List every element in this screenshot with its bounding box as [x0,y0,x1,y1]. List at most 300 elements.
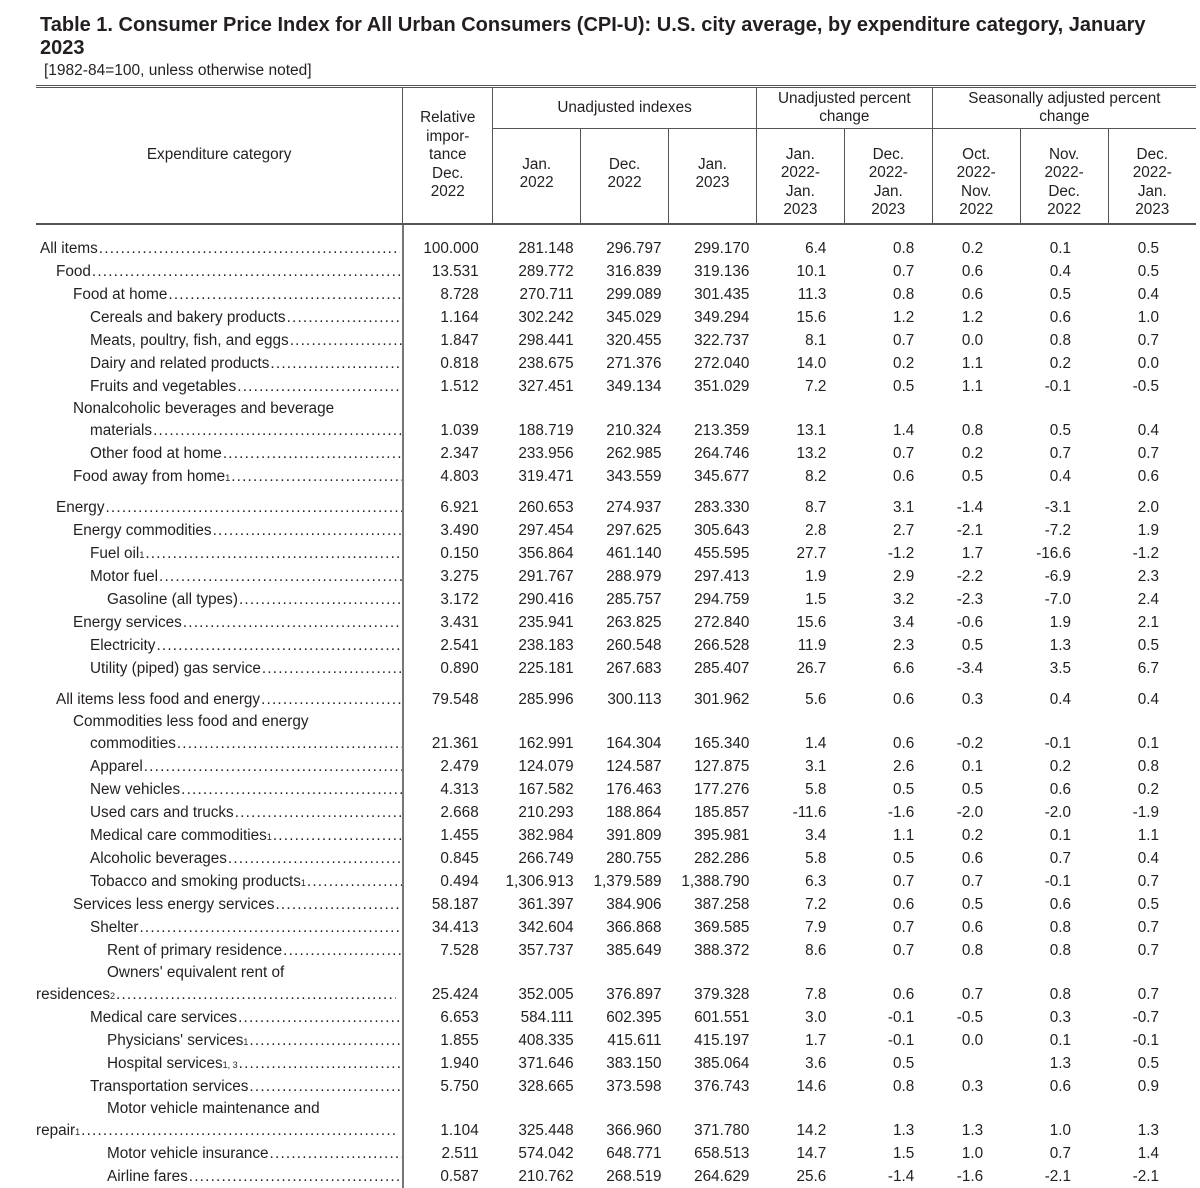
category-wrap [36,939,403,962]
empty-cell [403,711,493,732]
header-line: 2022 [519,174,554,192]
seasonal-pct-dec-jan-cell: 2.1 [1137,613,1159,631]
table-row [36,732,1196,755]
seasonal-pct-nov-dec-cell: 0.8 [1049,918,1072,936]
header-pc-12-month [756,129,844,223]
seasonal-pct-dec-jan-cell: -0.7 [1132,1008,1159,1026]
category-label: repair [36,1121,76,1139]
unadjusted-pct-12-month-cell: -11.6 [792,803,827,821]
header-line: Seasonally adjusted percent [968,89,1161,107]
unadjusted-pct-12-month-cell: 2.8 [805,521,827,539]
spacer-cell [403,224,493,237]
category-label: Energy services [73,613,182,631]
index-dec-2022-cell: 188.864 [606,803,662,821]
spacer-cell [932,224,1020,237]
category-label: Fruits and vegetables [90,377,237,395]
leader-dots [274,893,402,916]
unadjusted-pct-12-month-cell: 13.2 [796,444,827,462]
table-row [36,375,1196,398]
seasonal-pct-oct-nov-cell: 0.5 [961,467,984,485]
unadjusted-pct-1-month-cell: -0.1 [887,1008,915,1026]
spacer-cell [403,488,493,496]
index-dec-2022-cell: 366.960 [606,1121,662,1139]
unadjusted-pct-12-month-cell: 1.4 [805,734,827,752]
leader-dots [143,755,403,778]
leader-dots [261,657,403,680]
spacer-cell [932,680,1020,688]
category-wrap [36,755,403,778]
header-line: Dec. [872,145,905,163]
header-line: Dec. [608,155,641,173]
index-jan-2023-cell: 272.040 [694,354,750,372]
seasonal-pct-nov-dec-cell: 0.6 [1049,780,1072,798]
category-cell [36,688,403,711]
seasonal-pct-nov-dec-cell: 0.5 [1049,285,1072,303]
index-jan-2022-cell: 327.451 [518,377,574,395]
index-dec-2022-cell: 343.559 [606,467,662,485]
header-sa-nov-dec [1020,129,1108,223]
seasonal-pct-dec-jan-cell: 2.0 [1137,498,1159,516]
index-jan-2023-cell: 369.585 [694,918,750,936]
table-header [36,87,1196,224]
seasonal-pct-nov-dec-cell: 0.4 [1049,467,1072,485]
category-cell [36,1142,403,1165]
category-wrap [36,847,403,870]
seasonal-pct-oct-nov-cell: -2.3 [956,590,984,608]
empty-cell [756,962,844,983]
empty-cell [403,962,493,983]
table-row [36,870,1196,893]
unadjusted-pct-1-month-cell: 6.6 [892,659,915,677]
header-line: impor- [426,127,470,145]
seasonal-pct-nov-dec-cell: -0.1 [1044,872,1072,890]
category-label: Dairy and related products [90,354,270,372]
seasonal-pct-nov-dec-cell: 3.5 [1049,659,1072,677]
empty-cell [669,1098,757,1119]
header-line: change [819,108,870,125]
table-row [36,824,1196,847]
seasonal-pct-nov-dec-cell: -16.6 [1036,544,1072,562]
table-body [36,224,1196,1188]
unadjusted-pct-1-month-cell: 2.3 [892,636,915,654]
seasonal-pct-oct-nov-cell: 0.3 [961,690,984,708]
relative-importance-cell: 6.921 [440,498,479,516]
unadjusted-pct-1-month-cell: -0.1 [887,1031,915,1049]
index-jan-2023-cell: 387.258 [694,895,750,913]
category-label: Alcoholic beverages [90,849,227,867]
unadjusted-pct-1-month-cell: 2.6 [892,757,915,775]
seasonal-pct-dec-jan-cell: -0.5 [1132,377,1159,395]
seasonal-pct-oct-nov-cell: 0.7 [961,872,984,890]
category-cell [36,329,403,352]
empty-cell [1020,398,1108,419]
index-dec-2022-cell: 262.985 [606,444,662,462]
seasonal-pct-oct-nov-cell: 0.3 [961,1077,984,1095]
category-cell [36,398,403,419]
seasonal-pct-nov-dec-cell: 1.0 [1049,1121,1072,1139]
index-dec-2022-cell: 376.897 [606,985,662,1003]
index-jan-2022-cell: 290.416 [518,590,574,608]
category-label: Food at home [73,285,168,303]
unadjusted-pct-12-month-cell: 26.7 [796,659,827,677]
seasonal-pct-dec-jan-cell: 1.3 [1137,1121,1159,1139]
index-jan-2022-cell: 319.471 [518,467,574,485]
index-jan-2023-cell: 299.170 [694,239,750,257]
relative-importance-cell: 3.431 [440,613,479,631]
index-jan-2022-cell: 352.005 [518,985,574,1003]
row-spacer [36,488,1196,496]
seasonal-pct-dec-jan-cell: -1.2 [1132,544,1159,562]
index-jan-2022-cell: 328.665 [518,1077,574,1095]
index-jan-2022-cell: 266.749 [518,849,574,867]
index-jan-2022-cell: 382.984 [518,826,574,844]
header-pc-1-month [844,129,932,223]
leader-dots [115,983,396,1006]
seasonal-pct-dec-jan-cell: 1.9 [1137,521,1159,539]
unadjusted-pct-1-month-cell: 0.5 [892,377,915,395]
relative-importance-cell: 2.511 [441,1144,479,1162]
unadjusted-pct-1-month-cell: 1.5 [892,1144,915,1162]
seasonal-pct-nov-dec-cell: -7.2 [1044,521,1072,539]
index-jan-2022-cell: 356.864 [518,544,574,562]
category-cell [36,801,403,824]
seasonal-pct-oct-nov-cell: 0.6 [961,285,984,303]
seasonal-pct-dec-jan-cell: 0.5 [1137,1054,1159,1072]
index-dec-2022-cell: 176.463 [606,780,662,798]
index-jan-2023-cell: 379.328 [694,985,750,1003]
header-sa-oct-nov [932,129,1020,223]
seasonal-pct-dec-jan-cell: 0.4 [1137,690,1159,708]
unadjusted-pct-12-month-cell: 15.6 [796,308,827,326]
category-label: Rent of primary residence [107,941,283,959]
relative-importance-cell: 100.000 [423,239,479,257]
category-wrap [36,519,403,542]
relative-importance-cell: 8.728 [440,285,479,303]
header-line: 2022 [1047,201,1082,218]
leader-dots [212,519,403,542]
header-line: Jan. [522,155,552,173]
leader-dots [282,939,403,962]
table-row [36,519,1196,542]
category-wrap [36,916,403,939]
table-row [36,688,1196,711]
relative-importance-cell: 0.845 [440,849,479,867]
category-label: New vehicles [90,780,181,798]
category-label: Food away from home [73,467,226,485]
category-wrap: Hospital services 1, 3 ..... [36,1052,403,1075]
seasonal-pct-nov-dec-cell: 0.2 [1049,354,1072,372]
leader-dots [188,1165,403,1188]
category-cell [36,916,403,939]
table-row [36,442,1196,465]
header-line: change [1039,108,1090,125]
empty-cell [493,711,581,732]
seasonal-pct-oct-nov-cell: 1.1 [961,354,984,372]
index-dec-2022-cell: 299.089 [606,285,662,303]
category-cell [36,519,403,542]
relative-importance-cell: 1.455 [440,826,479,844]
seasonal-pct-oct-nov-cell: -0.6 [956,613,984,631]
empty-cell [581,1098,669,1119]
index-jan-2023-cell: 266.528 [694,636,750,654]
table-row [36,893,1196,916]
category-cell [36,1119,403,1142]
leader-dots [222,442,403,465]
spacer-cell [1020,488,1108,496]
empty-cell [581,711,669,732]
header-line: Nov. [961,182,992,200]
empty-cell [1108,398,1196,419]
unadjusted-pct-12-month-cell: 14.2 [796,1121,827,1139]
unadjusted-pct-12-month-cell: 8.6 [805,941,827,959]
index-jan-2022-cell: 188.719 [518,421,574,439]
index-dec-2022-cell: 320.455 [606,331,662,349]
seasonal-pct-nov-dec-cell: 0.6 [1049,308,1072,326]
seasonal-pct-nov-dec-cell: -3.1 [1044,498,1072,516]
seasonal-pct-dec-jan-cell: -0.1 [1132,1031,1159,1049]
leader-dots [227,847,403,870]
category-wrap [36,634,403,657]
category-label: Fuel oil [90,544,140,562]
relative-importance-cell: 25.424 [431,985,479,1003]
index-jan-2022-cell: 1,306.913 [505,872,574,890]
table-row [36,847,1196,870]
category-cell [36,1075,403,1098]
table-row [36,939,1196,962]
seasonal-pct-nov-dec-cell: 0.8 [1049,941,1072,959]
unadjusted-pct-1-month-cell: 0.7 [892,331,915,349]
table-row [36,657,1196,680]
index-jan-2023-cell: 322.737 [694,331,750,349]
index-jan-2023-cell: 349.294 [694,308,750,326]
seasonal-pct-dec-jan-cell: 0.7 [1137,918,1159,936]
seasonal-pct-nov-dec-cell: 0.1 [1049,1031,1072,1049]
leader-dots [306,870,403,893]
unadjusted-pct-12-month-cell: 1.9 [805,567,827,585]
relative-importance-cell: 3.490 [440,521,479,539]
seasonal-pct-nov-dec-cell: -7.0 [1044,590,1072,608]
index-dec-2022-cell: 349.134 [606,377,662,395]
spacer-cell [756,224,844,237]
empty-cell [1108,711,1196,732]
unadjusted-pct-12-month-cell: 25.6 [796,1167,827,1185]
relative-importance-cell: 0.494 [440,872,479,890]
empty-cell [669,962,757,983]
category-label: Used cars and trucks [90,803,234,821]
seasonal-pct-nov-dec-cell: 0.5 [1049,421,1072,439]
category-label: Airline fares [107,1167,188,1185]
seasonal-pct-oct-nov-cell: 1.2 [961,308,984,326]
seasonal-pct-dec-jan-cell: 0.5 [1137,895,1159,913]
category-label: Transportation services [90,1077,249,1095]
table-row [36,801,1196,824]
table-row-label-continuation [36,398,1196,419]
index-dec-2022-cell: 296.797 [606,239,662,257]
empty-cell [403,1098,493,1119]
index-jan-2022-cell: 285.996 [518,690,574,708]
category-label: Gasoline (all types) [107,590,238,608]
category-cell [36,711,403,732]
empty-cell [932,398,1020,419]
relative-importance-cell: 1.847 [440,331,479,349]
spacer-cell [844,224,932,237]
seasonal-pct-oct-nov-cell: 0.6 [961,262,984,280]
index-jan-2023-cell: 282.286 [694,849,750,867]
leader-dots [248,1029,402,1052]
leader-dots [238,1052,403,1075]
unadjusted-pct-1-month-cell: 0.6 [892,467,915,485]
table-row [36,260,1196,283]
index-jan-2022-cell: 260.653 [518,498,574,516]
seasonal-pct-oct-nov-cell: 0.0 [961,1031,984,1049]
unadjusted-pct-12-month-cell: 3.6 [805,1054,827,1072]
seasonal-pct-oct-nov-cell: 0.1 [961,757,984,775]
seasonal-pct-oct-nov-cell [932,1052,1020,1075]
leader-dots [272,824,403,847]
category-label-prefix: Owners' equivalent rent of [107,963,285,981]
header-line: Dec. [432,164,464,182]
index-jan-2022-cell: 233.956 [518,444,574,462]
leader-dots [182,611,403,634]
unadjusted-pct-12-month-cell: 14.7 [796,1144,827,1162]
empty-cell [581,398,669,419]
seasonal-pct-oct-nov-cell: 0.6 [961,849,984,867]
header-group-seasonally-adjusted-percent-change [932,87,1196,129]
relative-importance-cell: 1.855 [440,1031,479,1049]
category-cell [36,1006,403,1029]
index-jan-2022-cell: 408.335 [518,1031,574,1049]
category-wrap [36,496,403,519]
category-label: Energy commodities [73,521,212,539]
category-wrap [36,306,403,329]
index-jan-2022-cell: 225.181 [518,659,574,677]
index-jan-2023-cell: 388.372 [694,941,750,959]
category-cell [36,1165,403,1188]
index-jan-2023-cell: 658.513 [694,1144,750,1162]
seasonal-pct-oct-nov-cell: 0.0 [961,331,984,349]
seasonal-pct-nov-dec-cell: 0.7 [1049,849,1072,867]
index-dec-2022-cell: 300.113 [607,690,662,708]
spacer-cell [1020,680,1108,688]
category-cell [36,237,403,260]
leader-dots [180,778,403,801]
seasonal-pct-oct-nov-cell: 0.8 [961,941,984,959]
table-row [36,916,1196,939]
unadjusted-pct-1-month-cell: 3.1 [892,498,915,516]
relative-importance-cell: 4.313 [440,780,479,798]
category-label: All items [40,239,98,257]
category-wrap [36,1006,403,1029]
seasonal-pct-oct-nov-cell: 0.7 [961,985,984,1003]
index-jan-2022-cell: 281.148 [518,239,574,257]
category-wrap [36,283,403,306]
header-line: 2022- [868,164,908,181]
unadjusted-pct-1-month-cell: 0.8 [892,239,915,257]
category-wrap: repair 1 ..... [36,1119,396,1142]
category-label: Other food at home [90,444,222,462]
category-label: Motor vehicle insurance [107,1144,269,1162]
leader-dots [230,465,403,488]
leader-dots [98,237,400,260]
index-jan-2023-cell: 294.759 [694,590,750,608]
seasonal-pct-oct-nov-cell: -1.6 [956,1167,984,1185]
category-wrap [36,352,403,375]
index-jan-2022-cell: 235.941 [518,613,574,631]
seasonal-pct-nov-dec-cell: 0.4 [1049,690,1072,708]
index-jan-2023-cell: 371.780 [694,1121,750,1139]
spacer-cell [669,224,757,237]
category-wrap [36,375,403,398]
seasonal-pct-dec-jan-cell: 1.0 [1137,308,1159,326]
unadjusted-pct-1-month-cell: 1.1 [892,826,915,844]
index-jan-2023-cell: 345.677 [694,467,750,485]
category-wrap [36,1075,403,1098]
spacer-cell [581,680,669,688]
index-dec-2022-cell: 288.979 [606,567,662,585]
category-wrap: residences 2 ..... [36,983,396,1006]
index-dec-2022-cell: 366.868 [606,918,662,936]
unadjusted-pct-12-month-cell: 7.2 [805,377,827,395]
relative-importance-cell: 3.275 [440,567,479,585]
seasonal-pct-nov-dec-cell: -2.0 [1044,803,1072,821]
unadjusted-pct-12-month-cell: 5.6 [805,690,827,708]
category-wrap [36,657,403,680]
empty-cell [756,398,844,419]
header-line: 2022- [956,164,996,181]
relative-importance-cell: 2.479 [440,757,479,775]
index-jan-2022-cell: 297.454 [518,521,574,539]
unadjusted-pct-12-month-cell: 10.1 [796,262,827,280]
leader-dots [269,1142,403,1165]
index-jan-2023-cell: 601.551 [694,1008,750,1026]
index-jan-2023-cell: 177.276 [694,780,750,798]
seasonal-pct-oct-nov-cell: -0.2 [956,734,984,752]
unadjusted-pct-12-month-cell: 6.3 [805,872,827,890]
category-cell [36,611,403,634]
unadjusted-pct-1-month-cell: -1.2 [887,544,915,562]
unadjusted-pct-1-month-cell: 0.6 [892,895,915,913]
table-title: Table 1. Consumer Price Index for All Urban Consumers (CPI-U): U.S. city average, by expenditure category, January 2023 [40,14,1146,59]
seasonal-pct-nov-dec-cell: 0.8 [1049,985,1072,1003]
category-label: materials [90,421,153,439]
index-jan-2023-cell: 127.875 [694,757,750,775]
seasonal-pct-dec-jan-cell: 0.5 [1137,636,1159,654]
table-row [36,1052,1196,1075]
header-line: Jan. [785,182,815,200]
unadjusted-pct-12-month-cell: 1.5 [805,590,827,608]
index-dec-2022-cell: 385.649 [606,941,662,959]
category-cell [36,893,403,916]
category-cell [36,260,403,283]
category-cell [36,352,403,375]
row-spacer [36,680,1196,688]
index-jan-2022-cell: 238.675 [518,354,574,372]
category-label: Utility (piped) gas service [90,659,261,677]
index-jan-2023-cell: 264.629 [694,1167,750,1185]
spacer-cell [36,680,403,688]
relative-importance-cell: 7.528 [440,941,479,959]
unadjusted-pct-12-month-cell: 1.7 [805,1031,827,1049]
index-dec-2022-cell: 1,379.589 [593,872,662,890]
table-row [36,237,1196,260]
table-row [36,283,1196,306]
category-wrap [36,565,403,588]
empty-cell [844,711,932,732]
leader-dots [144,542,402,565]
unadjusted-pct-12-month-cell: 8.2 [805,467,827,485]
index-jan-2023-cell: 301.435 [694,285,750,303]
unadjusted-pct-1-month-cell: 0.7 [892,941,915,959]
